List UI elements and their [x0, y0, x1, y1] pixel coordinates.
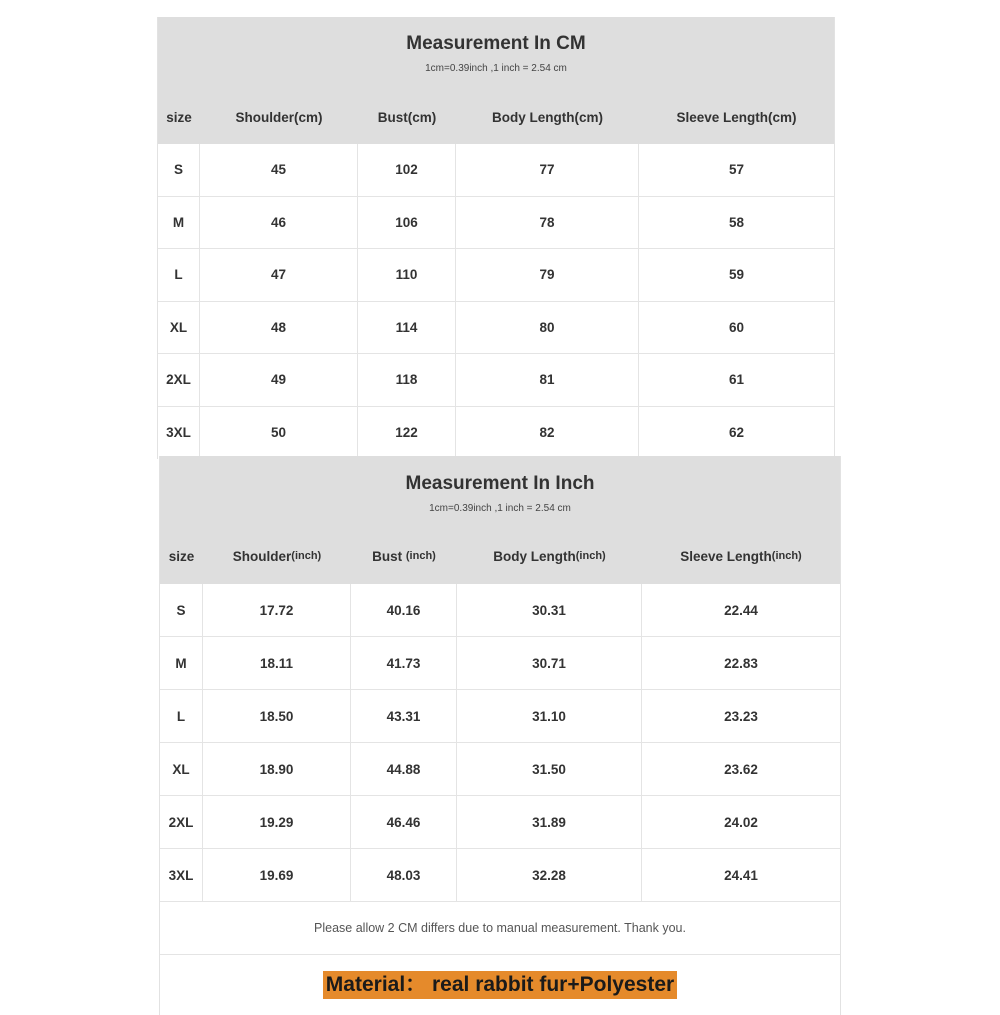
- body-length-cell: 82: [456, 407, 639, 460]
- body-length-cell: 78: [456, 197, 639, 249]
- cm-column-headers: [158, 105, 834, 129]
- column-header-unit: (inch): [405, 550, 436, 562]
- shoulder-cell: 19.69: [203, 849, 351, 901]
- bust-cell: 122: [358, 407, 456, 460]
- sleeve-length-cell: 22.83: [724, 655, 758, 671]
- column-header-size: size: [166, 109, 192, 125]
- table-row: [160, 743, 840, 796]
- size-cell: 2XL: [158, 354, 200, 406]
- cm-measurement-table: [157, 17, 835, 459]
- inch-table-title: Measurement In Inch: [405, 473, 595, 494]
- column-header-body-length: Body Length(cm): [492, 109, 603, 125]
- size-cell: 2XL: [160, 796, 203, 848]
- column-header-label: Bust: [372, 548, 406, 564]
- size-cell: M: [158, 197, 200, 249]
- cm-table-header: [158, 17, 834, 144]
- bust-cell: 110: [358, 249, 456, 301]
- sleeve-length-cell: 22.44: [724, 602, 758, 618]
- table-row: [158, 302, 834, 355]
- sleeve-length-cell: 24.02: [724, 814, 758, 830]
- sleeve-length-cell: 23.62: [724, 761, 758, 777]
- shoulder-cell: 18.90: [203, 743, 351, 795]
- body-length-cell: 80: [456, 302, 639, 354]
- sleeve-length-cell: 62: [728, 425, 745, 441]
- column-header-label: Sleeve Length: [680, 548, 772, 564]
- sleeve-length-cell: 60: [728, 319, 745, 335]
- shoulder-cell: 47: [200, 249, 358, 301]
- size-cell: XL: [160, 743, 203, 795]
- bust-cell: 40.16: [351, 584, 457, 636]
- measurement-note: Please allow 2 CM differs due to manual measurement. Thank you.: [160, 902, 840, 955]
- table-row: [160, 796, 840, 849]
- body-length-cell: 31.10: [457, 690, 642, 742]
- size-cell: 3XL: [160, 849, 203, 901]
- shoulder-cell: 17.72: [203, 584, 351, 636]
- size-cell: 3XL: [158, 407, 200, 460]
- shoulder-cell: 48: [200, 302, 358, 354]
- body-length-cell: 81: [456, 354, 639, 406]
- column-header-shoulder: Shoulder(cm): [235, 109, 323, 125]
- cm-table-subtitle: 1cm=0.39inch ,1 inch = 2.54 cm: [425, 63, 567, 74]
- size-cell: M: [160, 637, 203, 689]
- size-cell: L: [160, 690, 203, 742]
- column-header-unit: (inch): [771, 550, 802, 562]
- sleeve-length-cell: 61: [728, 372, 745, 388]
- size-cell: L: [158, 249, 200, 301]
- shoulder-cell: 18.50: [203, 690, 351, 742]
- table-row: [160, 849, 840, 902]
- bust-cell: 106: [358, 197, 456, 249]
- body-length-cell: 31.50: [457, 743, 642, 795]
- column-header-body-length: [457, 544, 642, 568]
- cm-table-body: [158, 144, 834, 459]
- bust-cell: 118: [358, 354, 456, 406]
- body-length-cell: 79: [456, 249, 639, 301]
- column-header-label: Shoulder: [232, 548, 292, 564]
- shoulder-cell: 49: [200, 354, 358, 406]
- bust-cell: 114: [358, 302, 456, 354]
- bust-cell: 44.88: [351, 743, 457, 795]
- column-header-bust: [351, 544, 457, 568]
- size-cell: S: [160, 584, 203, 636]
- table-row: [158, 354, 834, 407]
- body-length-cell: 77: [456, 144, 639, 196]
- material-row: [160, 955, 840, 1015]
- body-length-cell: 32.28: [457, 849, 642, 901]
- material-label: Material： real rabbit fur+Polyester: [323, 971, 677, 999]
- bust-cell: 43.31: [351, 690, 457, 742]
- table-row: [158, 197, 834, 250]
- bust-cell: 102: [358, 144, 456, 196]
- column-header-sleeve-length: [642, 544, 840, 568]
- column-header-unit: (inch): [291, 550, 322, 562]
- size-cell: S: [158, 144, 200, 196]
- body-length-cell: 30.31: [457, 584, 642, 636]
- table-row: [160, 584, 840, 637]
- table-row: [158, 249, 834, 302]
- shoulder-cell: 50: [200, 407, 358, 460]
- shoulder-cell: 18.11: [203, 637, 351, 689]
- inch-table-header: [160, 456, 840, 584]
- column-header-label: Body Length: [493, 548, 576, 564]
- cm-table-title: Measurement In CM: [406, 33, 586, 54]
- column-header-shoulder: [203, 544, 351, 568]
- column-header-unit: (inch): [575, 550, 606, 562]
- size-cell: XL: [158, 302, 200, 354]
- shoulder-cell: 46: [200, 197, 358, 249]
- inch-column-headers: [160, 544, 840, 568]
- sleeve-length-cell: 58: [728, 214, 745, 230]
- column-header-size: [160, 544, 203, 568]
- body-length-cell: 31.89: [457, 796, 642, 848]
- column-header-bust: Bust(cm): [377, 109, 437, 125]
- sleeve-length-cell: 24.41: [724, 867, 758, 883]
- sleeve-length-cell: 57: [728, 162, 745, 178]
- table-row: [158, 144, 834, 197]
- shoulder-cell: 19.29: [203, 796, 351, 848]
- inch-table-body: [160, 584, 840, 1015]
- bust-cell: 41.73: [351, 637, 457, 689]
- table-row: [160, 690, 840, 743]
- bust-cell: 46.46: [351, 796, 457, 848]
- bust-cell: 48.03: [351, 849, 457, 901]
- body-length-cell: 30.71: [457, 637, 642, 689]
- sleeve-length-cell: 23.23: [724, 708, 758, 724]
- inch-table-subtitle: 1cm=0.39inch ,1 inch = 2.54 cm: [429, 503, 571, 514]
- shoulder-cell: 45: [200, 144, 358, 196]
- table-row: [158, 407, 834, 460]
- column-header-label: size: [168, 548, 195, 564]
- table-row: [160, 637, 840, 690]
- inch-measurement-table: [159, 456, 841, 1015]
- column-header-sleeve-length: Sleeve Length(cm): [676, 109, 797, 125]
- sleeve-length-cell: 59: [728, 267, 745, 283]
